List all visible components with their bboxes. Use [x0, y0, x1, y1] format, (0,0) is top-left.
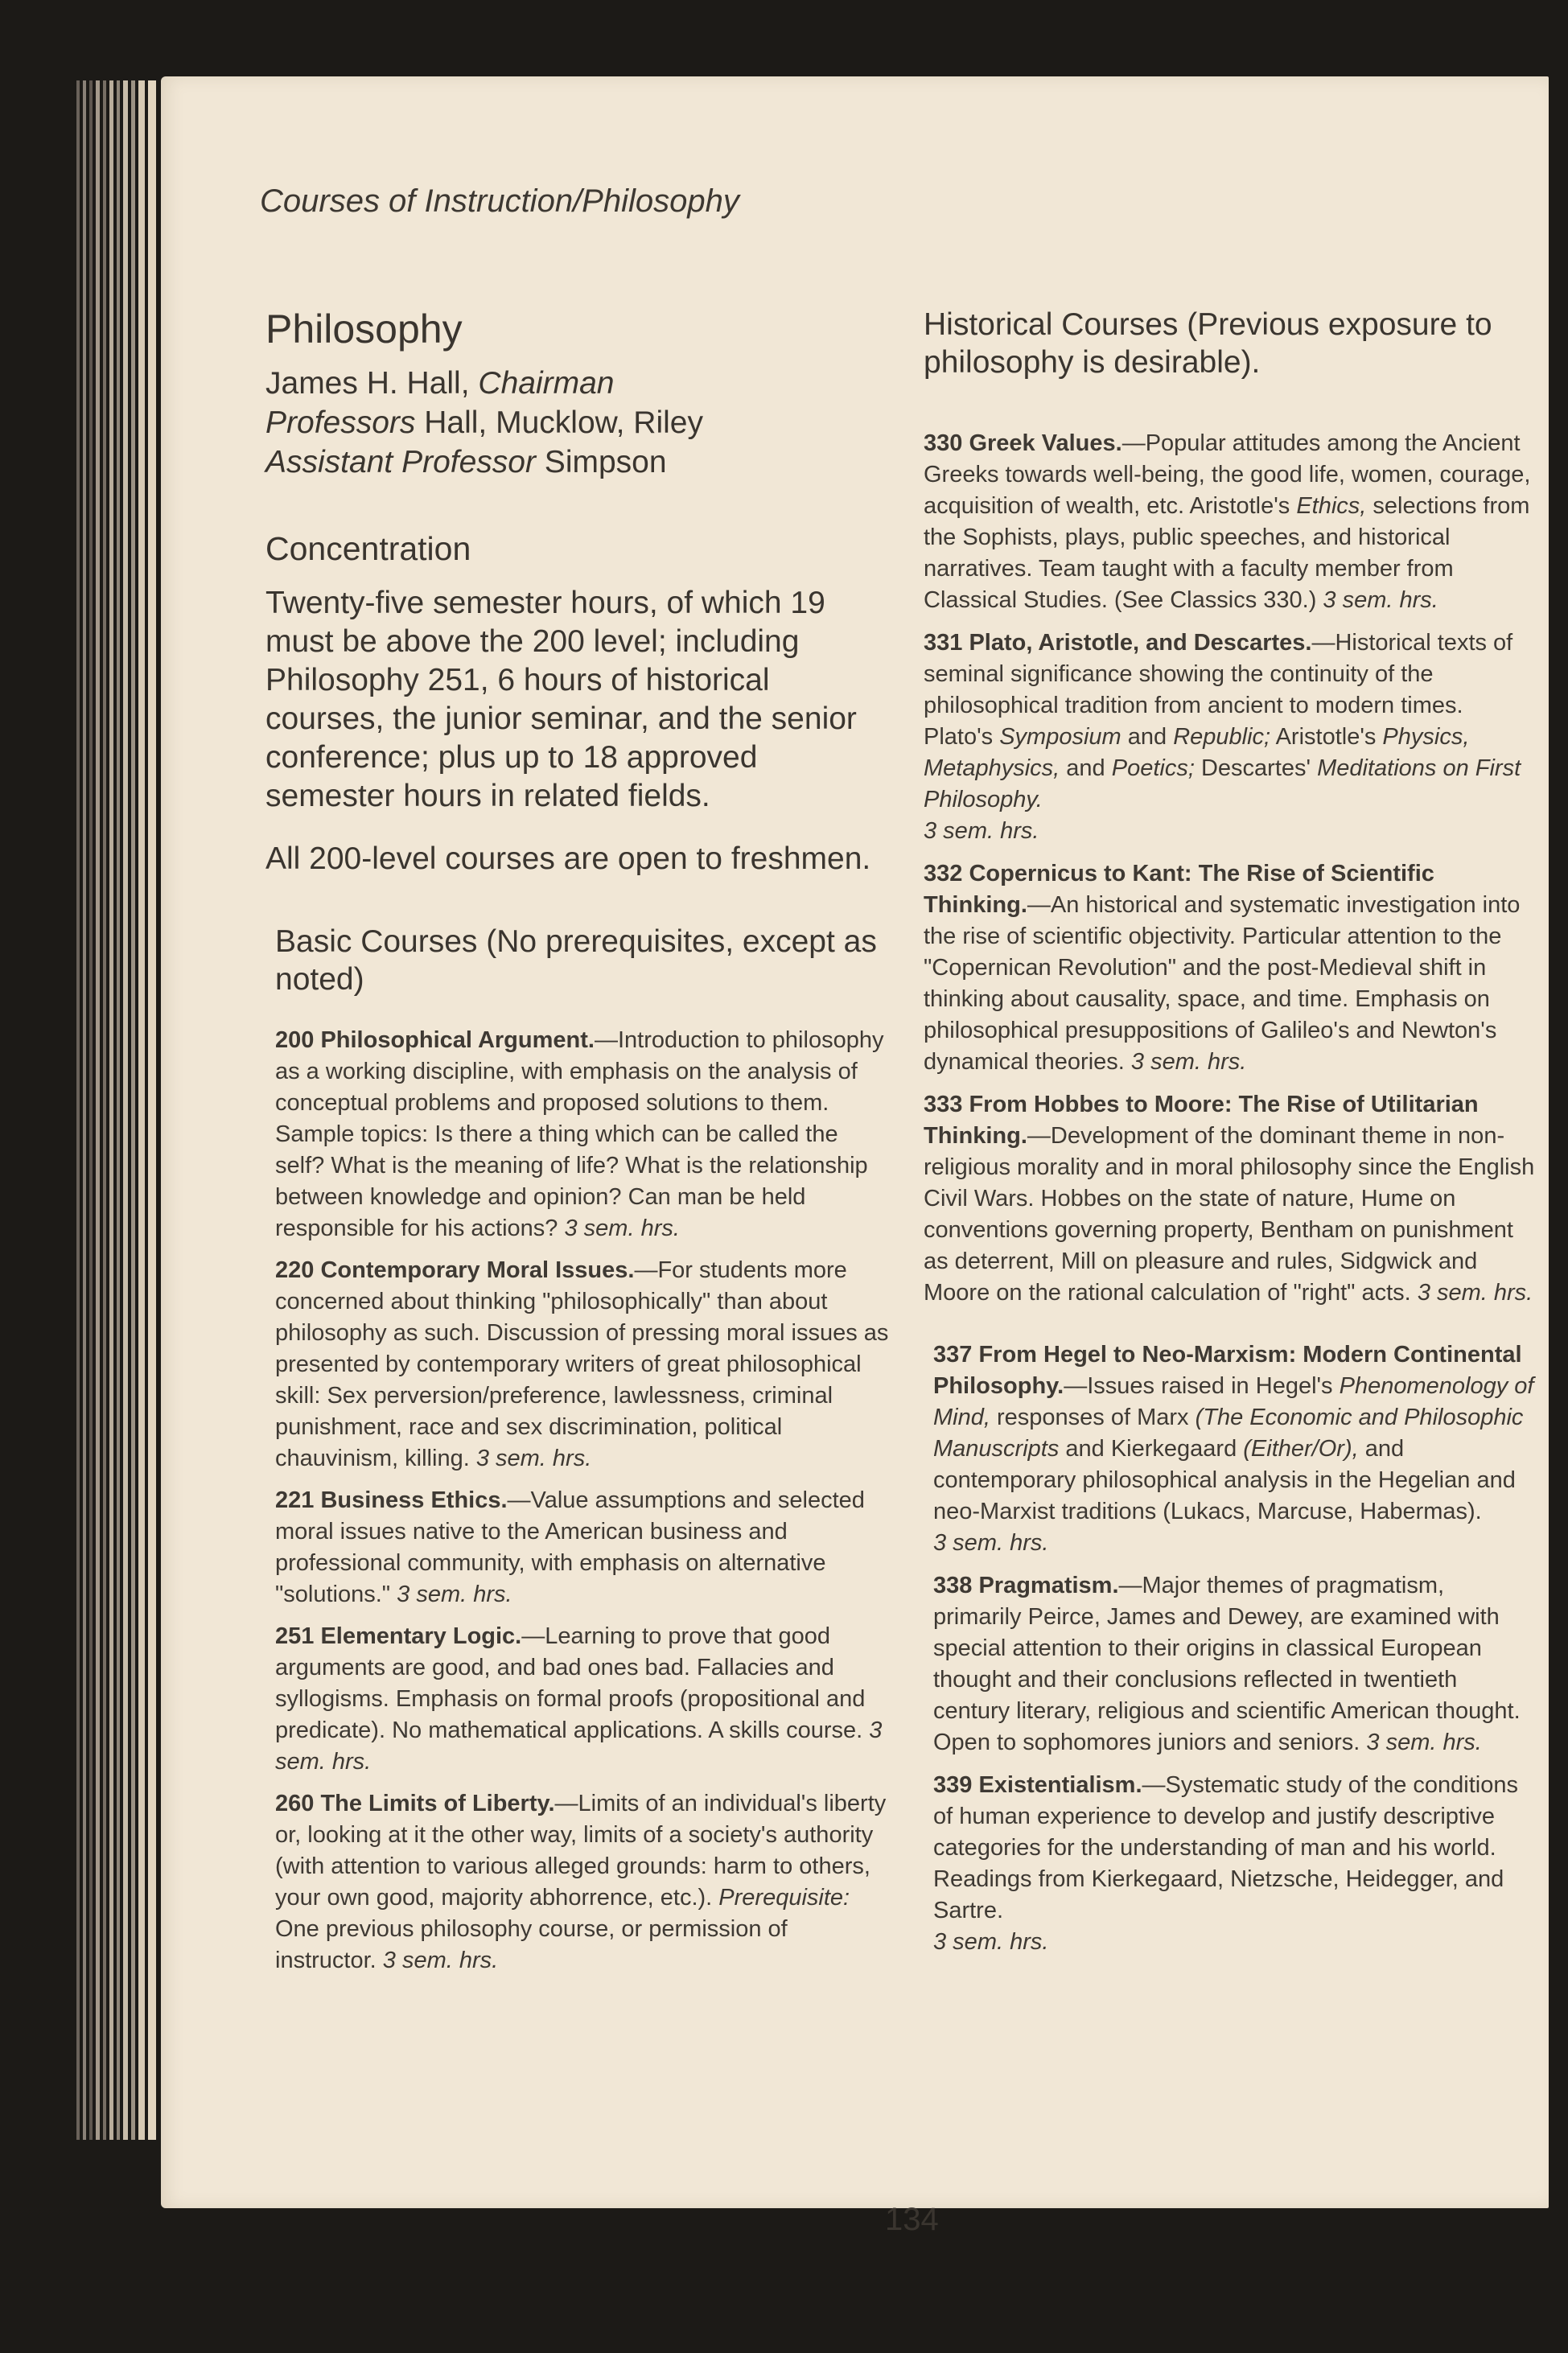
course-260: 260 The Limits of Liberty.—Limits of an individual's liberty or, looking at it the other way, limits of a society's authority (with attention to various alleged grounds: harm to others, your own good, majority abhorrence, etc.). Prerequisite: One previous philosophy course, or permission of instructor. 3 sem. hrs.: [275, 1791, 887, 1973]
course-221: 221 Business Ethics.—Value assumptions and selected moral issues native to the American business and professional community, with emphasis on alternative "solutions." 3 sem. hrs.: [275, 1487, 865, 1607]
course-333: 333 From Hobbes to Moore: The Rise of Utilitarian Thinking.—Development of the dominant theme in non-religious morality and in moral philosophy since the English Civil Wars. Hobbes on the state of nature, Hume on conventions governing property, Bentham on punishment as deterrent, Mill on pleasure and rules, Sidgwick and Moore on the rational calculation of "right" acts. 3 sem. hrs.: [924, 1092, 1535, 1306]
course-331: 331 Plato, Aristotle, and Descartes.—Historical texts of seminal significance showing the continuity of the philosophical tradition from ancient to modern times. Plato's Symposium and Republic; Aristotle's Physics, Metaphysics, and Poetics; Descartes' Meditations on First Philosophy. 3 sem. hrs.: [924, 630, 1521, 844]
historical-courses-heading: Historical Courses (Previous exposure to philosophy is desirable).: [924, 307, 1492, 380]
open-note: All 200-level courses are open to freshmen.: [265, 841, 871, 876]
course-332: 332 Copernicus to Kant: The Rise of Scientific Thinking.—An historical and systematic investigation into the rise of scientific objectivity. Particular attention to the "Copernican Revolution" and the post-Medieval shift in thinking about causality, space, and time. Emphasis on philosophical presuppositions of Galileo's and Newton's dynamical theories. 3 sem. hrs.: [924, 861, 1521, 1075]
course-337: 337 From Hegel to Neo-Marxism: Modern Continental Philosophy.—Issues raised in Hegel's Phenomenology of Mind, responses of Marx (The Economic and Philosophic Manuscripts and Kierkegaard (Either/Or), and contemporary philosophical analysis in the Hegelian and neo-Marxist traditions (Lukacs, Marcuse, Habermas). 3 sem. hrs.: [933, 1342, 1534, 1556]
course-200: 200 Philosophical Argument.—Introduction to philosophy as a working discipline, with emphasis on the analysis of conceptual problems and proposed solutions to them. Sample topics: Is there a thing which can be called the self? What is the meaning of life? What is the relationship between knowledge and opinion? Can man be held responsible for his actions? 3 sem. hrs.: [275, 1027, 884, 1241]
concentration-text: Twenty-five semester hours, of which 19 must be above the 200 level; including Philosophy 251, 6 hours of historical courses, the junior seminar, and the senior conference; plus up to 18 approved semester hours in related fields.: [265, 586, 857, 813]
concentration-heading: Concentration: [265, 530, 471, 567]
course-330: 330 Greek Values.—Popular attitudes among the Ancient Greeks towards well-being, the good life, women, courage, acquisition of wealth, etc. Aristotle's Ethics, selections from the Sophists, plays, public speeches, and historical narratives. Team taught with a faculty member from Classical Studies. (See Classics 330.) 3 sem. hrs.: [924, 430, 1531, 613]
course-251: 251 Elementary Logic.—Learning to prove that good arguments are good, and bad ones bad. Fallacies and syllogisms. Emphasis on formal proofs (propositional and predicate). No mathematical applications. A skills course. 3 sem. hrs.: [275, 1623, 883, 1775]
course-338: 338 Pragmatism.—Major themes of pragmatism, primarily Peirce, James and Dewey, are examined with special attention to their origins in classical European thought and their conclusions reflected in twentieth century literary, religious and scientific American thought. Open to sophomores juniors and seniors. 3 sem. hrs.: [933, 1573, 1521, 1755]
running-head: Courses of Instruction/Philosophy: [260, 183, 739, 219]
basic-courses-heading: Basic Courses (No prerequisites, except as noted): [275, 924, 877, 997]
course-220: 220 Contemporary Moral Issues.—For students more concerned about thinking "philosophically" than about philosophy as such. Discussion of pressing moral issues as presented by contemporary writers of great philosophical skill: Sex perversion/preference, lawlessness, criminal punishment, race and sex discrimination, political chauvinism, killing. 3 sem. hrs.: [275, 1257, 889, 1471]
page-title: Philosophy: [265, 306, 463, 352]
faculty-professors: Professors Hall, Mucklow, Riley: [265, 405, 703, 440]
right-column: [924, 306, 1535, 1958]
course-339: 339 Existentialism.—Systematic study of the conditions of human experience to develop and justify descriptive categories for the understanding of man and his world. Readings from Kierkegaard, Nietzsche, Heidegger, and Sartre. 3 sem. hrs.: [933, 1772, 1518, 1955]
left-column: [265, 306, 893, 1977]
faculty-chair: James H. Hall, Chairman: [265, 366, 615, 401]
page-number: 134: [885, 2202, 939, 2237]
faculty-assistant: Assistant Professor Simpson: [265, 445, 667, 479]
faculty-list: [265, 364, 893, 482]
